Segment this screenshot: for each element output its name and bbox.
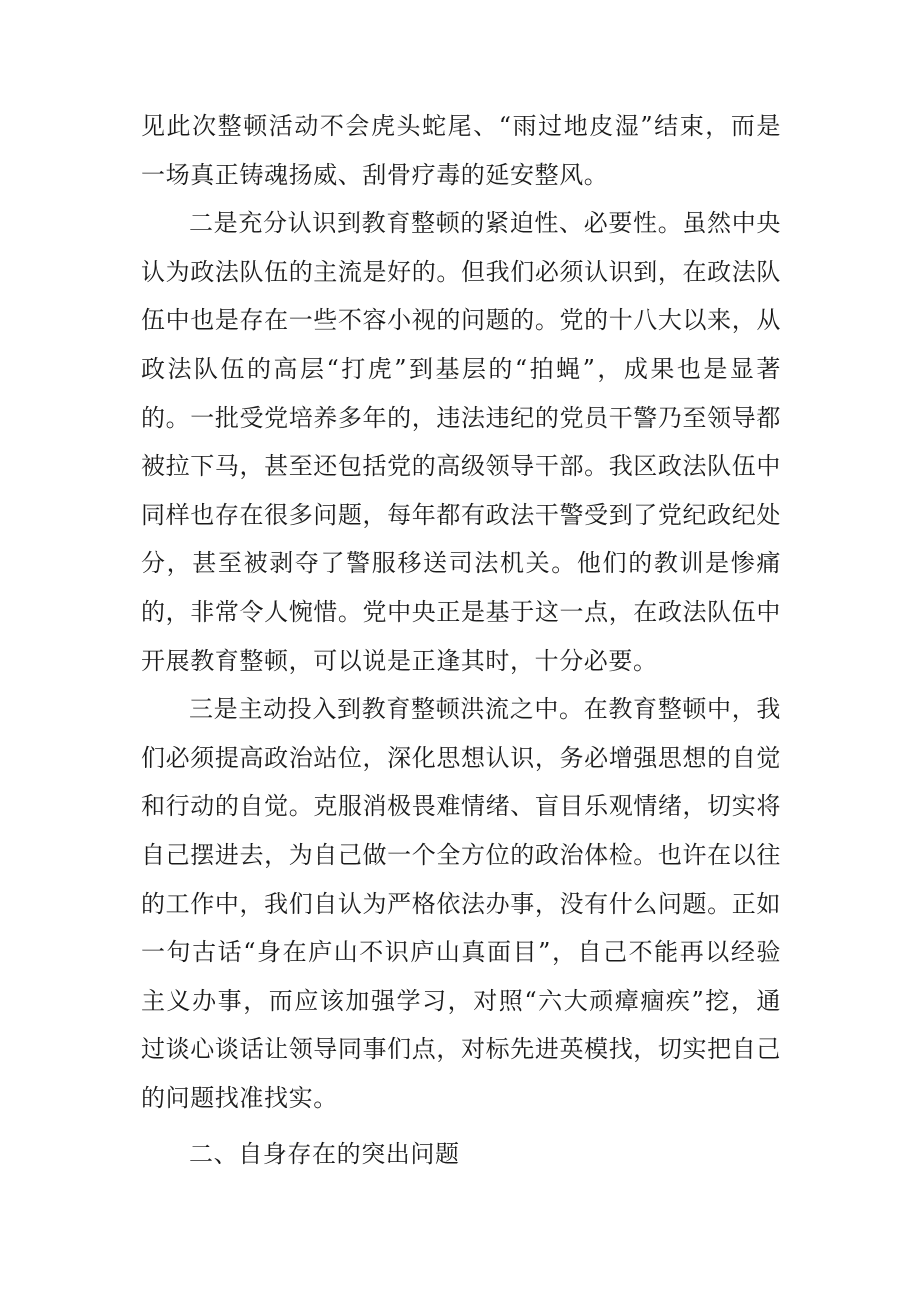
paragraph-continuation: 见此次整顿活动不会虎头蛇尾、“雨过地皮湿”结束，而是一场真正铸魂扬威、刮骨疗毒的延安整风。 <box>141 112 781 189</box>
section-heading: 二、自身存在的突出问题 <box>189 1140 460 1169</box>
document-body <box>141 102 781 1179</box>
paragraph-second-point: 二是充分认识到教育整顿的紧迫性、必要性。虽然中央认为政法队伍的主流是好的。但我们必须认识到，在政法队伍中也是存在一些不容小视的问题的。党的十八大以来，从政法队伍的高层“打虎”到基层的“拍蝇”，成果也是显著的。一批受党培养多年的，违法违纪的党员干警乃至领导都被拉下马，甚至还包括党的高级领导干部。我区政法队伍中同样也存在很多问题，每年都有政法干警受到了党纪政纪处分，甚至被剥夺了警服移送司法机关。他们的教训是惨痛的，非常令人惋惜。党中央正是基于这一点，在政法队伍中开展教育整顿，可以说是正逢其时，十分必要。 <box>141 209 781 675</box>
paragraph-third-point: 三是主动投入到教育整顿洪流之中。在教育整顿中，我们必须提高政治站位，深化思想认识，务必增强思想的自觉和行动的自觉。克服消极畏难情绪、盲目乐观情绪，切实将自己摆进去，为自己做一个全方位的政治体检。也许在以往的工作中，我们自认为严格依法办事，没有什么问题。正如一句古话“身在庐山不识庐山真面目”，自己不能再以经验主义办事，而应该加强学习，对照“六大顽瘴痼疾”挖，通过谈心谈话让领导同事们点，对标先进英模找，切实把自己的问题找准找实。 <box>141 695 781 1112</box>
